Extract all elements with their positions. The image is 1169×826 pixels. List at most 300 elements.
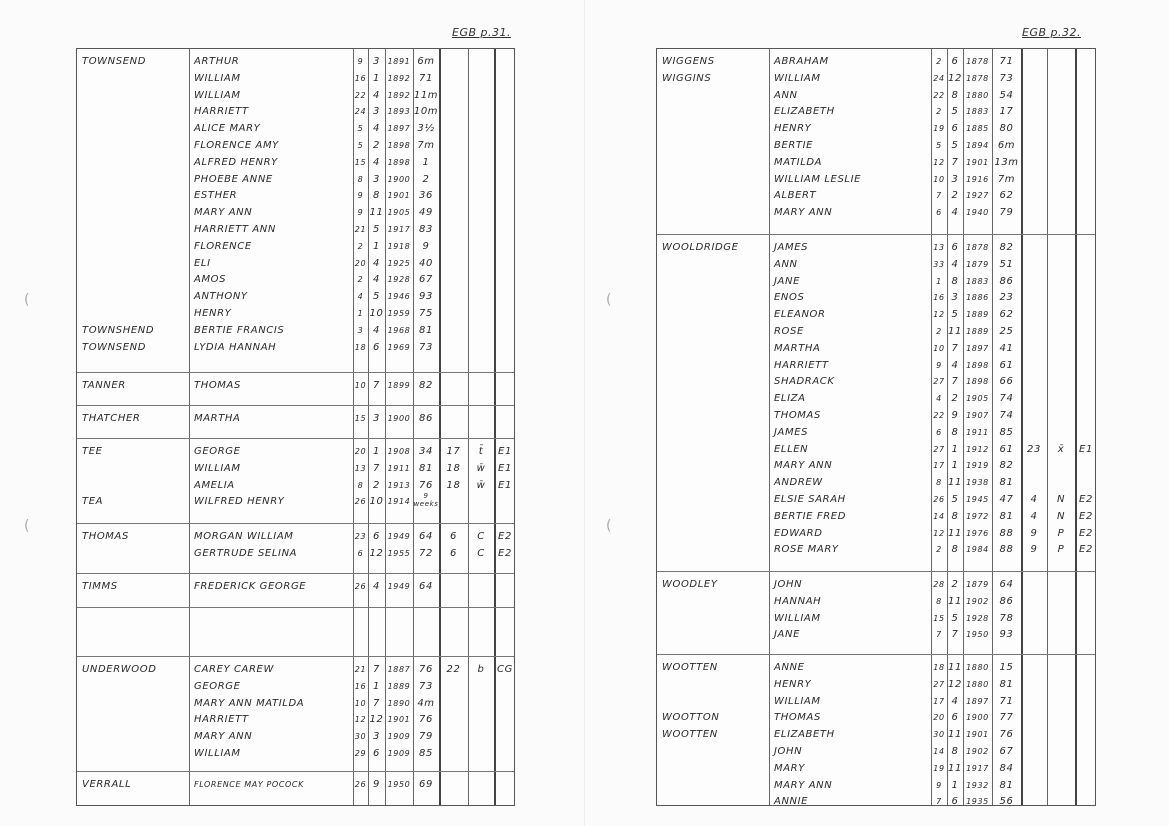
given-names-cell: WILLIAM LESLIE [774, 173, 862, 185]
surname-section [77, 523, 514, 574]
given-names-cell: CAREY CAREW [194, 664, 274, 675]
plot-cell: E2 [1079, 510, 1093, 522]
given-names-cell: GERTRUDE SELINA [194, 547, 298, 559]
table-row [657, 611, 1095, 627]
surname-cell: TIMMS [82, 581, 118, 592]
month-cell: 8 [951, 275, 959, 287]
month-cell: 6 [951, 796, 959, 808]
grave-row-cell: P [1057, 544, 1065, 556]
age-cell: 9 weeks [413, 492, 439, 509]
age-cell: 82 [999, 242, 1014, 253]
table-row [657, 71, 1095, 87]
burial-register-left [76, 48, 515, 806]
table-row [77, 222, 514, 238]
day-cell: 7 [936, 797, 942, 807]
table-row [657, 677, 1095, 693]
month-cell: 3 [373, 173, 380, 185]
table-row [657, 307, 1095, 323]
month-cell: 5 [951, 106, 959, 118]
age-cell: 72 [419, 547, 433, 559]
day-cell: 2 [936, 327, 942, 336]
year-cell: 1949 [387, 582, 411, 591]
given-names-cell: ANNIE [774, 796, 809, 808]
year-cell: 1878 [966, 73, 989, 83]
day-cell: 10 [933, 343, 945, 353]
year-cell: 1935 [966, 797, 989, 807]
year-cell: 1950 [387, 780, 411, 789]
plot-cell: E2 [1079, 544, 1093, 556]
month-cell: 11 [948, 326, 962, 337]
day-cell: 26 [933, 495, 945, 504]
table-row [657, 274, 1095, 290]
given-names-cell: JAMES [774, 242, 809, 253]
given-names-cell: BERTIE FRED [774, 510, 847, 522]
page-fold [584, 0, 585, 826]
age-cell: 76 [999, 729, 1014, 741]
year-cell: 1892 [387, 90, 411, 100]
given-names-cell: JOHN [774, 746, 803, 757]
month-cell: 8 [951, 544, 959, 556]
day-cell: 23 [354, 532, 367, 541]
year-cell: 1911 [387, 463, 411, 473]
given-names-cell: MARTHA [194, 413, 241, 424]
margin-mark: ( [606, 292, 612, 308]
burial-register-right [656, 48, 1096, 806]
age-cell: 85 [419, 748, 433, 759]
table-row [657, 509, 1095, 525]
day-cell: 12 [354, 715, 367, 725]
given-names-cell: ELIZABETH [774, 106, 835, 118]
table-row [77, 378, 514, 394]
given-names-cell: LYDIA HANNAH [194, 341, 277, 353]
year-cell: 1909 [387, 732, 411, 742]
day-cell: 18 [354, 342, 367, 352]
table-row [77, 679, 514, 695]
month-cell: 6 [951, 242, 959, 253]
day-cell: 4 [357, 292, 364, 302]
month-cell: 1 [373, 240, 380, 252]
month-cell: 11 [369, 207, 384, 219]
year-cell: 1880 [966, 90, 989, 100]
day-cell: 10 [354, 698, 367, 708]
table-row [77, 155, 514, 171]
age-cell: 81 [999, 779, 1014, 791]
day-cell: 6 [936, 208, 942, 218]
year-cell: 1902 [966, 747, 989, 756]
day-cell: 26 [354, 582, 367, 591]
age-cell: 34 [419, 446, 433, 457]
table-row [657, 205, 1095, 221]
age-cell: 7m [417, 140, 435, 151]
surname-cell: WOOTTEN [662, 662, 718, 673]
surname-cell: TEE [82, 446, 103, 457]
table-row [657, 391, 1095, 407]
grave-row-cell: C [477, 531, 485, 542]
table-row [657, 121, 1095, 137]
month-cell: 4 [373, 581, 380, 592]
age-cell: 1 [422, 156, 430, 168]
given-names-cell: EDWARD [774, 527, 823, 539]
month-cell: 5 [373, 291, 380, 303]
surname-section [77, 607, 514, 657]
month-cell: 12 [369, 547, 384, 559]
month-cell: 3 [951, 173, 959, 185]
given-names-cell: MATILDA [774, 156, 823, 168]
table-row [657, 374, 1095, 390]
day-cell: 16 [933, 293, 945, 303]
month-cell: 6 [373, 531, 380, 542]
table-row [657, 475, 1095, 491]
given-names-cell: MARY ANN [774, 460, 833, 472]
given-names-cell: BERTIE FRANCIS [194, 324, 285, 336]
grave-row-cell: t̄ [478, 446, 484, 457]
age-cell: 17 [999, 106, 1014, 118]
given-names-cell: THOMAS [774, 712, 821, 724]
age-cell: 71 [419, 72, 433, 84]
year-cell: 1900 [387, 174, 411, 184]
year-cell: 1938 [966, 478, 989, 488]
plot-cell: E1 [498, 462, 512, 474]
table-row [657, 358, 1095, 374]
year-cell: 1883 [966, 107, 989, 117]
day-cell: 26 [354, 497, 367, 507]
day-cell: 5 [936, 141, 942, 150]
year-cell: 1878 [966, 243, 989, 252]
day-cell: 17 [933, 696, 945, 706]
age-cell: 51 [999, 258, 1014, 270]
age-cell: 73 [419, 680, 433, 692]
given-names-cell: ENOS [774, 292, 805, 304]
day-cell: 2 [357, 275, 364, 285]
table-row [657, 442, 1095, 458]
month-cell: 3 [373, 106, 380, 118]
given-names-cell: ANN [774, 258, 798, 270]
age-cell: 7m [997, 173, 1016, 185]
month-cell: 4 [373, 274, 380, 286]
day-cell: 27 [933, 377, 945, 387]
year-cell: 1879 [966, 259, 989, 269]
day-cell: 5 [357, 141, 364, 150]
given-names-cell: ELEANOR [774, 309, 826, 321]
day-cell: 18 [933, 663, 945, 672]
day-cell: 20 [354, 447, 367, 456]
surname-cell: WOODLEY [662, 579, 718, 590]
age-cell: 74 [999, 410, 1014, 421]
table-row [657, 526, 1095, 542]
given-names-cell: HARRIETT ANN [194, 224, 276, 235]
year-cell: 1928 [966, 613, 989, 623]
year-cell: 1886 [966, 293, 989, 303]
year-cell: 1969 [387, 342, 411, 352]
day-cell: 8 [357, 480, 364, 490]
table-row [77, 579, 514, 595]
age-cell: 9 [422, 240, 430, 252]
day-cell: 27 [933, 679, 945, 689]
day-cell: 12 [933, 157, 945, 167]
surname-section [657, 49, 1095, 234]
month-cell: 4 [951, 258, 959, 270]
year-cell: 1968 [387, 325, 411, 335]
day-cell: 6 [357, 548, 364, 558]
grave-number-cell: 22 [446, 664, 461, 675]
month-cell: 9 [951, 410, 959, 421]
day-cell: 9 [936, 780, 942, 790]
plot-cell: E2 [1079, 494, 1093, 505]
day-cell: 2 [357, 241, 364, 251]
age-cell: 15 [999, 662, 1014, 673]
month-cell: 5 [951, 612, 959, 624]
given-names-cell: WILLIAM [774, 695, 821, 707]
year-cell: 1898 [387, 157, 411, 167]
month-cell: 5 [951, 140, 959, 151]
year-cell: 1898 [387, 141, 411, 150]
day-cell: 20 [933, 713, 945, 723]
day-cell: 14 [933, 747, 945, 756]
age-cell: 36 [419, 190, 433, 202]
given-names-cell: JANE [774, 629, 800, 641]
day-cell: 7 [936, 191, 942, 201]
surname-cell: WIGGENS [662, 56, 715, 67]
day-cell: 1 [936, 276, 942, 286]
year-cell: 1928 [387, 275, 411, 285]
day-cell: 28 [933, 580, 945, 589]
month-cell: 3 [373, 56, 380, 67]
year-cell: 1878 [966, 57, 989, 66]
surname-cell: WIGGINS [662, 72, 712, 84]
age-cell: 13m [994, 156, 1019, 168]
age-cell: 76 [419, 714, 433, 726]
table-row [77, 188, 514, 204]
margin-mark: ( [606, 518, 612, 534]
year-cell: 1955 [387, 548, 411, 558]
month-cell: 7 [373, 462, 380, 474]
month-cell: 4 [951, 207, 959, 219]
table-row [657, 257, 1095, 273]
table-row [77, 323, 514, 339]
plot-cell: E1 [498, 446, 512, 457]
surname-cell: TEA [82, 496, 104, 508]
day-cell: 27 [933, 444, 945, 454]
year-cell: 1927 [966, 191, 989, 201]
year-cell: 1908 [387, 447, 411, 456]
grave-number-cell: 4 [1030, 494, 1038, 505]
given-names-cell: ANDREW [774, 477, 823, 489]
year-cell: 1913 [387, 480, 411, 490]
given-names-cell: ABRAHAM [774, 56, 829, 67]
given-names-cell: HARRIETT [194, 106, 249, 118]
surname-cell: TANNER [82, 380, 126, 391]
age-cell: 81 [999, 510, 1014, 522]
year-cell: 1976 [966, 528, 989, 538]
plot-cell: E1 [1079, 443, 1093, 455]
age-cell: 11m [413, 89, 439, 101]
given-names-cell: SHADRACK [774, 376, 835, 388]
table-row [657, 794, 1095, 810]
year-cell: 1889 [966, 310, 989, 320]
grave-number-cell: 9 [1030, 544, 1038, 556]
month-cell: 1 [951, 443, 959, 455]
table-row [77, 746, 514, 762]
age-cell: 82 [999, 460, 1014, 472]
age-cell: 71 [999, 695, 1014, 707]
grave-row-cell: b [477, 664, 485, 675]
month-cell: 1 [373, 680, 380, 692]
year-cell: 1919 [966, 461, 989, 471]
given-names-cell: JANE [774, 275, 800, 287]
given-names-cell: ELIZABETH [774, 729, 835, 741]
month-cell: 7 [373, 664, 380, 675]
day-cell: 33 [933, 259, 945, 269]
month-cell: 4 [373, 156, 380, 168]
month-cell: 1 [951, 460, 959, 472]
month-cell: 5 [951, 494, 959, 505]
table-row [77, 172, 514, 188]
grave-number-cell: 18 [446, 479, 461, 491]
year-cell: 1932 [966, 780, 989, 790]
given-names-cell: MARY ANN [774, 779, 833, 791]
given-names-cell: HARRIETT [194, 714, 249, 726]
month-cell: 12 [369, 714, 384, 726]
month-cell: 4 [373, 123, 380, 135]
day-cell: 15 [933, 613, 945, 623]
given-names-cell: AMOS [194, 274, 227, 286]
grave-number-cell: 6 [450, 531, 457, 542]
surname-cell: WOOTTEN [662, 729, 718, 741]
table-row [657, 240, 1095, 256]
grave-number-cell: 17 [446, 446, 461, 457]
year-cell: 1918 [387, 241, 411, 251]
day-cell: 9 [936, 360, 942, 370]
given-names-cell: HARRIETT [774, 359, 829, 371]
table-row [657, 341, 1095, 357]
given-names-cell: ALICE MARY [194, 123, 261, 135]
year-cell: 1950 [966, 630, 989, 640]
age-cell: 10m [413, 106, 439, 118]
surname-section [77, 405, 514, 439]
table-row [77, 88, 514, 104]
year-cell: 1909 [387, 749, 411, 758]
given-names-cell: MARTHA [774, 342, 821, 354]
age-cell: 64 [999, 579, 1014, 590]
month-cell: 6 [951, 123, 959, 135]
age-cell: 77 [999, 712, 1014, 724]
surname-section [77, 372, 514, 406]
table-row [77, 696, 514, 712]
table-row [657, 492, 1095, 508]
year-cell: 1897 [966, 343, 989, 353]
plot-cell: CG [497, 664, 513, 675]
table-row [77, 461, 514, 477]
plot-cell: E1 [498, 479, 512, 491]
year-cell: 1946 [387, 292, 411, 302]
grave-number-cell: 9 [1030, 527, 1038, 539]
day-cell: 7 [936, 630, 942, 640]
age-cell: 6m [997, 140, 1016, 151]
year-cell: 1914 [387, 497, 411, 507]
month-cell: 7 [373, 380, 380, 391]
year-cell: 1912 [966, 444, 989, 454]
table-row [657, 172, 1095, 188]
month-cell: 11 [948, 595, 962, 607]
table-row [77, 306, 514, 322]
day-cell: 30 [933, 730, 945, 740]
table-row [657, 155, 1095, 171]
age-cell: 47 [999, 494, 1014, 505]
year-cell: 1880 [966, 679, 989, 689]
table-row [657, 744, 1095, 760]
day-cell: 9 [357, 57, 364, 66]
year-cell: 1959 [387, 309, 411, 318]
age-cell: 67 [999, 746, 1014, 757]
day-cell: 14 [933, 511, 945, 521]
year-cell: 1890 [387, 698, 411, 708]
given-names-cell: HANNAH [774, 595, 822, 607]
given-names-cell: ANTHONY [194, 291, 248, 303]
given-names-cell: JOHN [774, 579, 803, 590]
given-names-cell: THOMAS [194, 380, 241, 391]
given-names-cell: ELIZA [774, 393, 806, 405]
age-cell: 67 [419, 274, 433, 286]
surname-cell: TOWNSEND [82, 341, 146, 353]
year-cell: 1897 [966, 696, 989, 706]
plot-cell: E2 [498, 531, 512, 542]
table-row [657, 104, 1095, 120]
day-cell: 15 [354, 414, 367, 423]
month-cell: 8 [373, 190, 380, 202]
age-cell: 41 [999, 342, 1014, 354]
month-cell: 9 [373, 779, 380, 790]
year-cell: 1902 [966, 596, 989, 606]
table-row [77, 71, 514, 87]
given-names-cell: PHOEBE ANNE [194, 173, 273, 185]
age-cell: 84 [999, 762, 1014, 774]
month-cell: 7 [373, 697, 380, 709]
day-cell: 8 [936, 596, 942, 606]
given-names-cell: WILLIAM [774, 612, 821, 624]
month-cell: 6 [373, 341, 380, 353]
day-cell: 3 [357, 325, 364, 335]
year-cell: 1880 [966, 663, 989, 672]
month-cell: 8 [951, 426, 959, 438]
age-cell: 78 [999, 612, 1014, 624]
year-cell: 1889 [966, 327, 989, 336]
table-row [77, 256, 514, 272]
given-names-cell: GEORGE [194, 680, 241, 692]
year-cell: 1916 [966, 174, 989, 184]
day-cell: 15 [354, 157, 367, 167]
age-cell: 88 [999, 527, 1014, 539]
year-cell: 1905 [966, 394, 989, 404]
table-row [77, 729, 514, 745]
month-cell: 6 [951, 56, 959, 67]
day-cell: 21 [354, 665, 367, 674]
age-cell: 74 [999, 393, 1014, 405]
plot-cell: E2 [1079, 527, 1093, 539]
day-cell: 2 [936, 107, 942, 117]
given-names-cell: FLORENCE [194, 240, 252, 252]
age-cell: 86 [419, 413, 433, 424]
age-cell: 62 [999, 309, 1014, 321]
day-cell: 13 [354, 463, 367, 473]
given-names-cell: FREDERICK GEORGE [194, 581, 307, 592]
month-cell: 11 [948, 762, 962, 774]
age-cell: 76 [419, 664, 433, 675]
age-cell: 73 [419, 341, 433, 353]
age-cell: 81 [999, 678, 1014, 690]
month-cell: 7 [951, 342, 959, 354]
month-cell: 8 [951, 746, 959, 757]
given-names-cell: ROSE [774, 326, 804, 337]
